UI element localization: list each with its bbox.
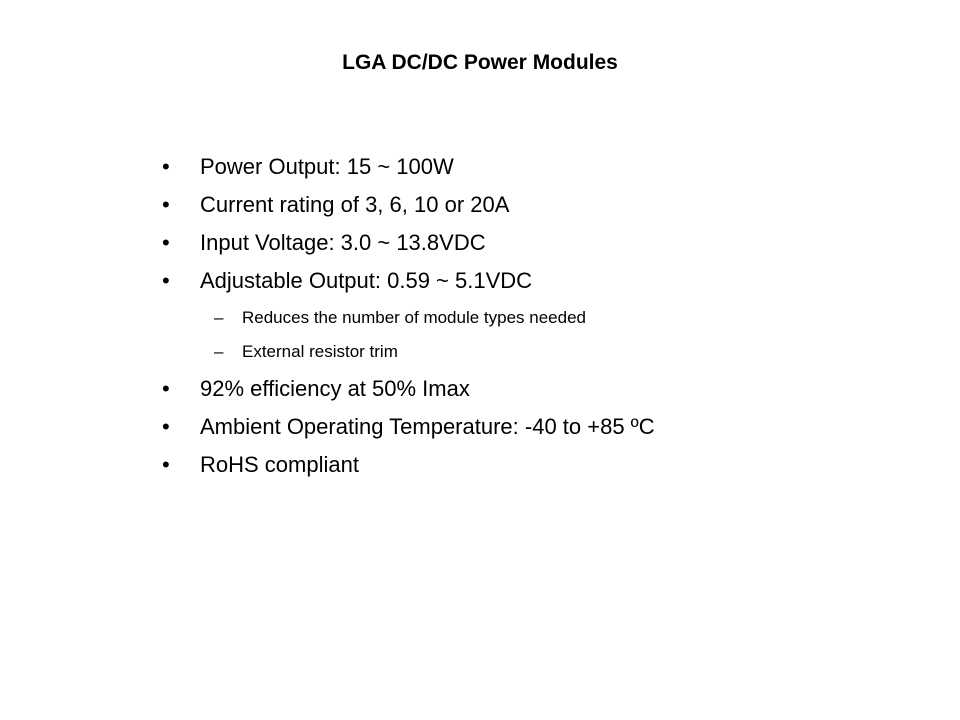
sub-bullet-marker: – xyxy=(214,308,224,327)
bullet-text: RoHS compliant xyxy=(200,452,359,477)
bullet-text: Power Output: 15 ~ 100W xyxy=(200,154,454,179)
bullet-text: 92% efficiency at 50% Imax xyxy=(200,376,470,401)
bullet-item xyxy=(160,192,920,218)
bullet-marker: • xyxy=(162,452,170,477)
sub-bullet-text: Reduces the number of module types needed xyxy=(242,308,587,327)
sub-bullet-item xyxy=(160,341,920,363)
bullet-marker: • xyxy=(162,154,170,179)
bullet-item xyxy=(160,452,920,478)
bullet-text: Ambient Operating Temperature: -40 to +85 ºC xyxy=(200,414,655,439)
sub-bullet-item xyxy=(160,307,920,329)
slide-title: LGA DC/DC Power Modules xyxy=(342,51,618,74)
bullet-text: Adjustable Output: 0.59 ~ 5.1VDC xyxy=(200,268,533,293)
sub-bullet-marker: – xyxy=(214,342,224,361)
bullet-item xyxy=(160,414,920,440)
bullet-marker: • xyxy=(162,192,170,217)
bullet-item xyxy=(160,376,920,402)
bullet-item xyxy=(160,268,920,294)
bullet-item xyxy=(160,154,920,180)
bullet-text: Input Voltage: 3.0 ~ 13.8VDC xyxy=(200,230,486,255)
bullet-marker: • xyxy=(162,376,170,401)
bullet-list xyxy=(160,154,920,490)
bullet-marker: • xyxy=(162,414,170,439)
bullet-item xyxy=(160,230,920,256)
bullet-marker: • xyxy=(162,230,170,255)
bullet-text: Current rating of 3, 6, 10 or 20A xyxy=(200,192,510,217)
bullet-marker: • xyxy=(162,268,170,293)
sub-bullet-text: External resistor trim xyxy=(242,342,398,361)
